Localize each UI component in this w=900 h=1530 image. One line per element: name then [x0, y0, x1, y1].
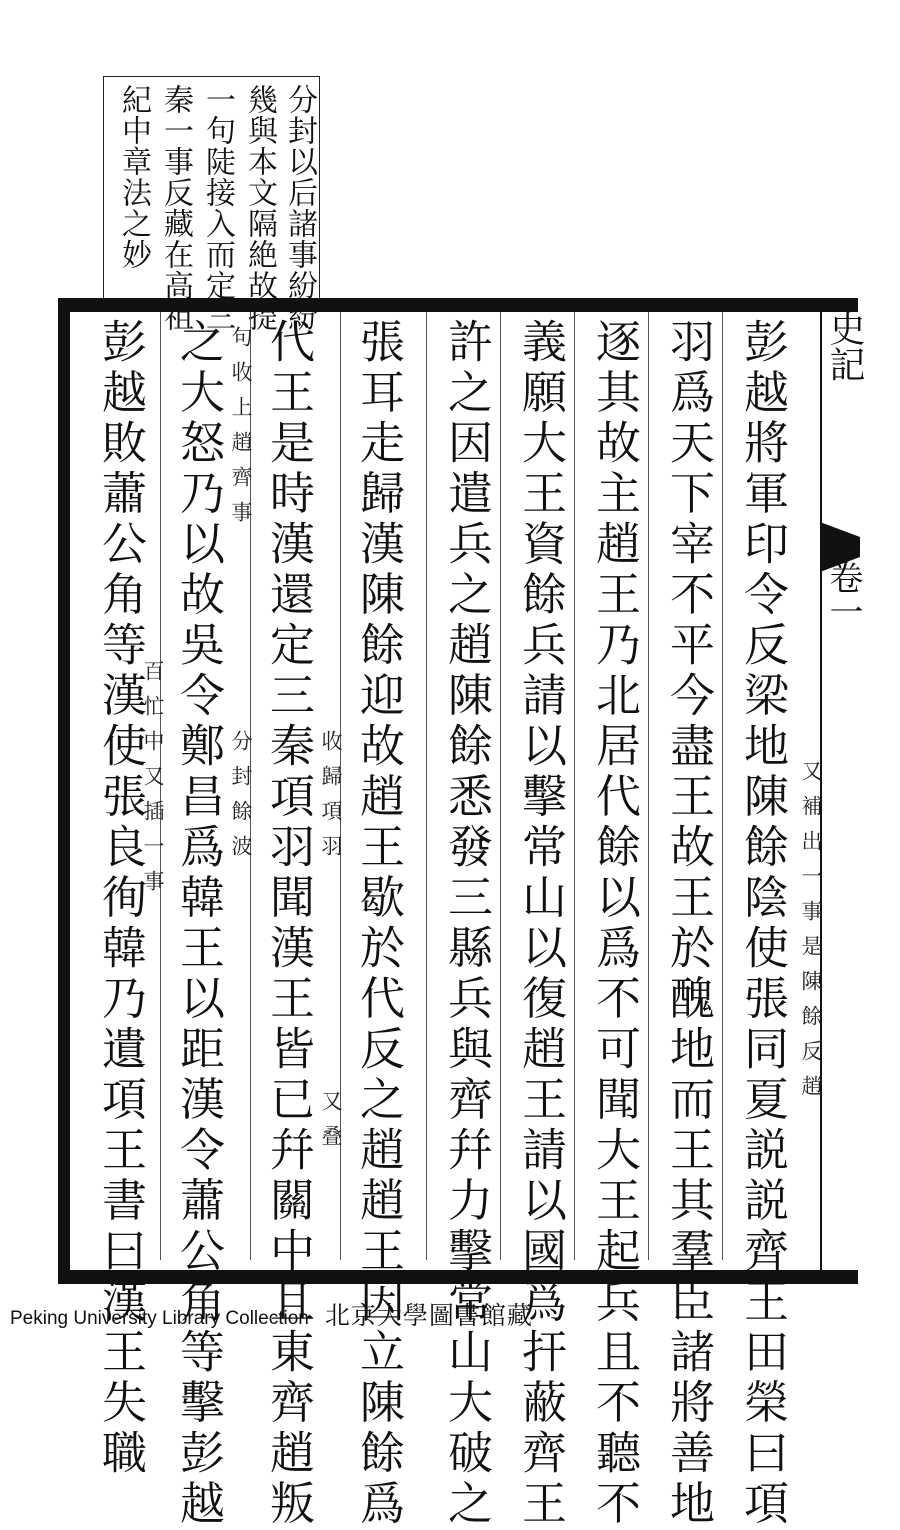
- main-text-line-7: 代王是時漢還定三秦項羽聞漢王皆已幷關中且東齊趙叛: [262, 318, 315, 1530]
- main-text-line-8: 之大怒乃以故吳令鄭昌爲韓王以距漢令蕭公角等擊彭越: [172, 318, 225, 1530]
- commentary-line-5: 紀中章法之妙: [116, 84, 151, 270]
- column-rule: [648, 312, 649, 1260]
- main-text-line-5: 許之因遣兵之趙陳餘悉發三縣兵與齊幷力擊常山大破之: [440, 318, 493, 1530]
- main-text-line-2: 羽爲天下宰不平今盡王故王於醜地而王其羣臣諸將善地: [662, 318, 715, 1530]
- commentary-line-1: 分封以后諸事紛紛: [282, 84, 317, 332]
- column-rule: [722, 312, 723, 1260]
- annotation-2: 收歸項羽: [319, 730, 343, 870]
- annotation-4: 句收上趙齊事: [229, 326, 253, 536]
- caption-chinese: 北京大學圖書館藏: [324, 1301, 533, 1330]
- column-rule: [500, 312, 501, 1260]
- margin-title: 史記: [824, 310, 865, 382]
- commentary-line-2: 幾與本文隔絶故提: [242, 84, 277, 332]
- commentary-line-4: 秦一事反藏在高祖: [158, 84, 193, 332]
- annotation-3: 又叠: [319, 1090, 343, 1160]
- annotation-5: 分封餘波: [229, 730, 253, 870]
- margin-strip: [820, 300, 865, 1280]
- main-text-line-9: 彭越敗蕭公角等漢使張良徇韓乃遺項王書曰漢王失職: [94, 318, 147, 1480]
- main-text-line-4: 義願大王資餘兵請以擊常山以復趙王請以國爲扞蔽齊王: [514, 318, 567, 1530]
- margin-volume: 卷一: [823, 560, 863, 628]
- column-rule: [426, 312, 427, 1260]
- main-text-line-1: 彭越將軍印令反梁地陳餘陰使張同夏説説齊王田榮曰項: [736, 318, 789, 1530]
- annotation-1: 又補出一事是陳餘反趙: [799, 760, 823, 1110]
- main-text-line-3: 逐其故主趙王乃北居代餘以爲不可聞大王起兵且不聽不: [588, 318, 641, 1530]
- caption-english: Peking University Library Collection: [10, 1308, 309, 1329]
- main-text-line-6: 張耳走歸漢陳餘迎故趙王歇於代反之趙趙王因立陳餘爲: [352, 318, 405, 1530]
- commentary-line-3: 一句陡接入而定三: [200, 84, 235, 332]
- column-rule: [574, 312, 575, 1260]
- library-caption: [10, 1296, 533, 1332]
- annotation-6: 百忙中又插一事: [141, 660, 165, 905]
